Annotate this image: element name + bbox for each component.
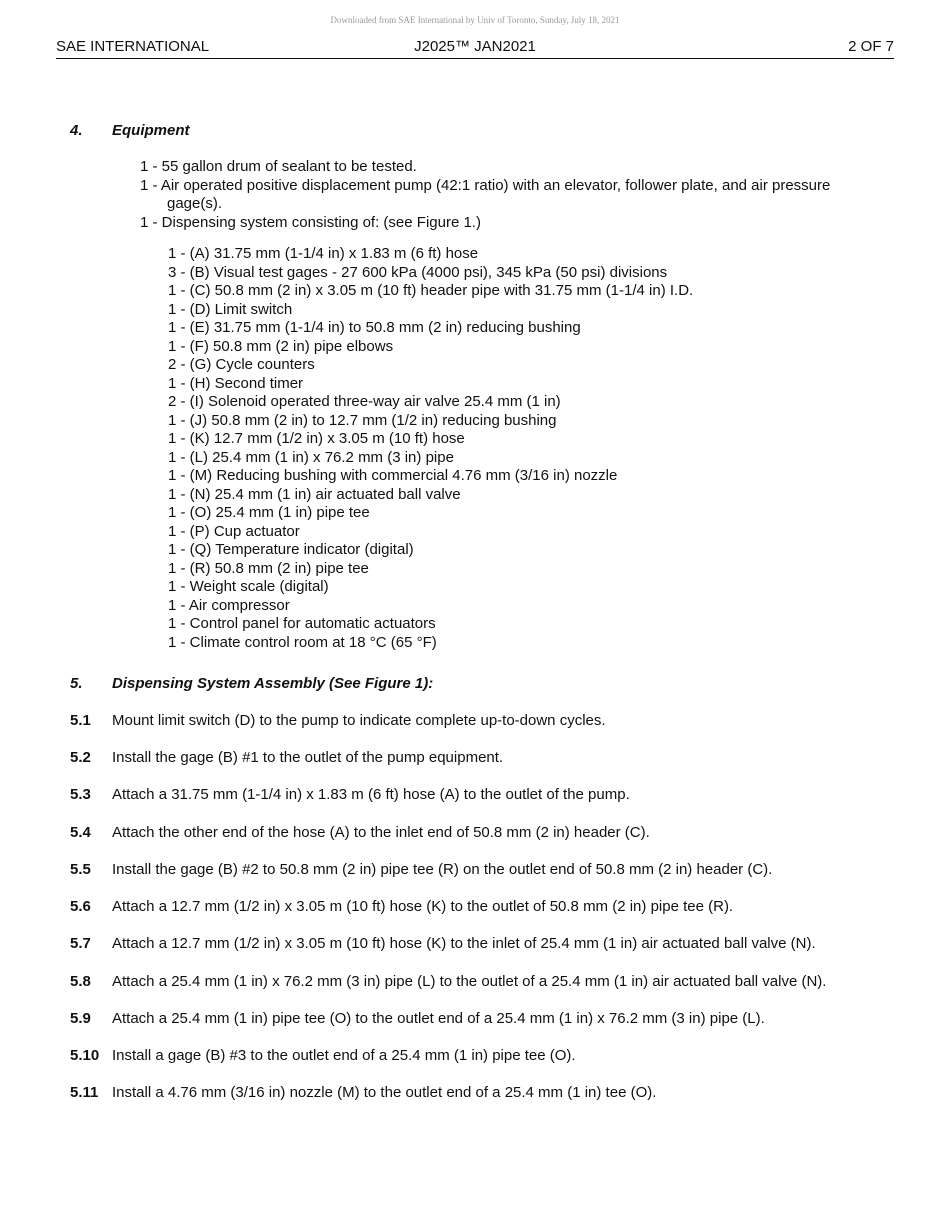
step-number: 5.5	[70, 861, 91, 878]
component-item: 1 - (F) 50.8 mm (2 in) pipe elbows	[168, 337, 394, 355]
step-number: 5.10	[70, 1047, 100, 1064]
component-item: 1 - (E) 31.75 mm (1-1/4 in) to 50.8 mm (2 in) reducing bushing	[168, 319, 581, 336]
assembly-step	[70, 935, 920, 952]
assembly-step	[70, 786, 920, 803]
section-4-number: 4.	[70, 122, 83, 139]
component-item: 1 - Air compressor	[168, 596, 290, 614]
component-item: 1 - (P) Cup actuator	[168, 522, 300, 540]
assembly-step	[70, 1010, 920, 1027]
component-item: 1 - (C) 50.8 mm (2 in) x 3.05 m (10 ft) header pipe with 31.75 mm (1-1/4 in) I.D.	[168, 282, 694, 299]
assembly-step	[70, 749, 920, 766]
download-watermark: Downloaded from SAE International by Univ of Toronto, Sunday, July 18, 2021	[330, 15, 620, 25]
step-number: 5.9	[70, 1010, 91, 1027]
page-number: 2 OF 7	[848, 38, 894, 55]
component-item: 1 - (M) Reducing bushing with commercial 4.76 mm (3/16 in) nozzle	[168, 467, 618, 484]
step-text: Attach a 25.4 mm (1 in) pipe tee (O) to the outlet end of a 25.4 mm (1 in) x 76.2 mm (3 in) pipe (L).	[112, 1010, 765, 1027]
assembly-step	[70, 973, 920, 990]
assembly-step	[70, 1084, 920, 1101]
step-text: Attach a 12.7 mm (1/2 in) x 3.05 m (10 ft) hose (K) to the outlet of 50.8 mm (2 in) pipe tee (R).	[112, 898, 734, 915]
step-text: Install a gage (B) #3 to the outlet end of a 25.4 mm (1 in) pipe tee (O).	[112, 1047, 576, 1064]
component-item: 2 - (G) Cycle counters	[168, 356, 315, 373]
component-item: 1 - (J) 50.8 mm (2 in) to 12.7 mm (1/2 in) reducing bushing	[168, 411, 557, 429]
component-item: 1 - (N) 25.4 mm (1 in) air actuated ball valve	[168, 485, 461, 503]
component-item: 1 - (A) 31.75 mm (1-1/4 in) x 1.83 m (6 ft) hose	[168, 245, 479, 262]
assembly-step	[70, 712, 920, 729]
component-item: 1 - (D) Limit switch	[168, 300, 293, 318]
page-header	[56, 38, 894, 59]
equipment-item: 1 - Dispensing system consisting of: (see Figure 1.)	[140, 213, 481, 231]
section-4-heading	[70, 122, 190, 139]
step-number: 5.11	[70, 1084, 99, 1101]
assembly-step	[70, 898, 920, 915]
assembly-step	[70, 824, 920, 841]
component-item: 1 - Control panel for automatic actuators	[168, 615, 436, 632]
component-item: 1 - (K) 12.7 mm (1/2 in) x 3.05 m (10 ft) hose	[168, 430, 465, 447]
equipment-item: 1 - 55 gallon drum of sealant to be tested.	[140, 158, 417, 175]
component-item: 1 - (Q) Temperature indicator (digital)	[168, 541, 414, 558]
component-item: 1 - (L) 25.4 mm (1 in) x 76.2 mm (3 in) pipe	[168, 448, 454, 466]
component-item: 1 - Climate control room at 18 °C (65 °F)	[168, 633, 437, 651]
step-text: Install the gage (B) #2 to 50.8 mm (2 in) pipe tee (R) on the outlet end of 50.8 mm (2 in) header (C).	[112, 861, 773, 878]
document-number: J2025™ JAN2021	[414, 38, 536, 55]
section-5-title: Dispensing System Assembly (See Figure 1):	[112, 675, 434, 692]
assembly-step	[70, 861, 920, 878]
publisher-name: SAE INTERNATIONAL	[56, 38, 210, 55]
section-4-title: Equipment	[112, 122, 190, 139]
step-number: 5.6	[70, 898, 91, 915]
section-5-number: 5.	[70, 675, 83, 692]
step-number: 5.2	[70, 749, 91, 766]
step-text: Mount limit switch (D) to the pump to indicate complete up-to-down cycles.	[112, 712, 606, 729]
equipment-list	[140, 158, 870, 232]
component-item: 1 - (H) Second timer	[168, 374, 304, 392]
section-5-heading	[70, 675, 433, 692]
step-text: Attach a 12.7 mm (1/2 in) x 3.05 m (10 ft) hose (K) to the inlet of 25.4 mm (1 in) air actuated ball valve (N).	[112, 935, 816, 952]
step-number: 5.8	[70, 973, 91, 990]
component-item: 1 - (R) 50.8 mm (2 in) pipe tee	[168, 559, 369, 577]
equipment-item: 1 - Air operated positive displacement pump (42:1 ratio) with an elevator, follower plate, and air pressure gage(s).	[140, 176, 831, 212]
component-item: 1 - Weight scale (digital)	[168, 578, 329, 595]
component-item: 1 - (O) 25.4 mm (1 in) pipe tee	[168, 504, 370, 521]
component-item: 3 - (B) Visual test gages - 27 600 kPa (4000 psi), 345 kPa (50 psi) divisions	[168, 263, 668, 281]
step-text: Install the gage (B) #1 to the outlet of the pump equipment.	[112, 749, 504, 766]
step-text: Attach a 31.75 mm (1-1/4 in) x 1.83 m (6 ft) hose (A) to the outlet of the pump.	[112, 786, 630, 803]
step-text: Attach a 25.4 mm (1 in) x 76.2 mm (3 in) pipe (L) to the outlet of a 25.4 mm (1 in) air actuated ball valve (N).	[112, 973, 827, 990]
step-number: 5.3	[70, 786, 91, 803]
assembly-step	[70, 1047, 920, 1064]
step-text: Install a 4.76 mm (3/16 in) nozzle (M) to the outlet end of a 25.4 mm (1 in) tee (O).	[112, 1084, 657, 1101]
step-number: 5.1	[70, 712, 91, 729]
step-number: 5.4	[70, 824, 91, 841]
component-item: 2 - (I) Solenoid operated three-way air valve 25.4 mm (1 in)	[168, 393, 561, 410]
dispensing-system-components	[168, 245, 868, 652]
step-text: Attach the other end of the hose (A) to the inlet end of 50.8 mm (2 in) header (C).	[112, 824, 650, 841]
step-number: 5.7	[70, 935, 91, 952]
